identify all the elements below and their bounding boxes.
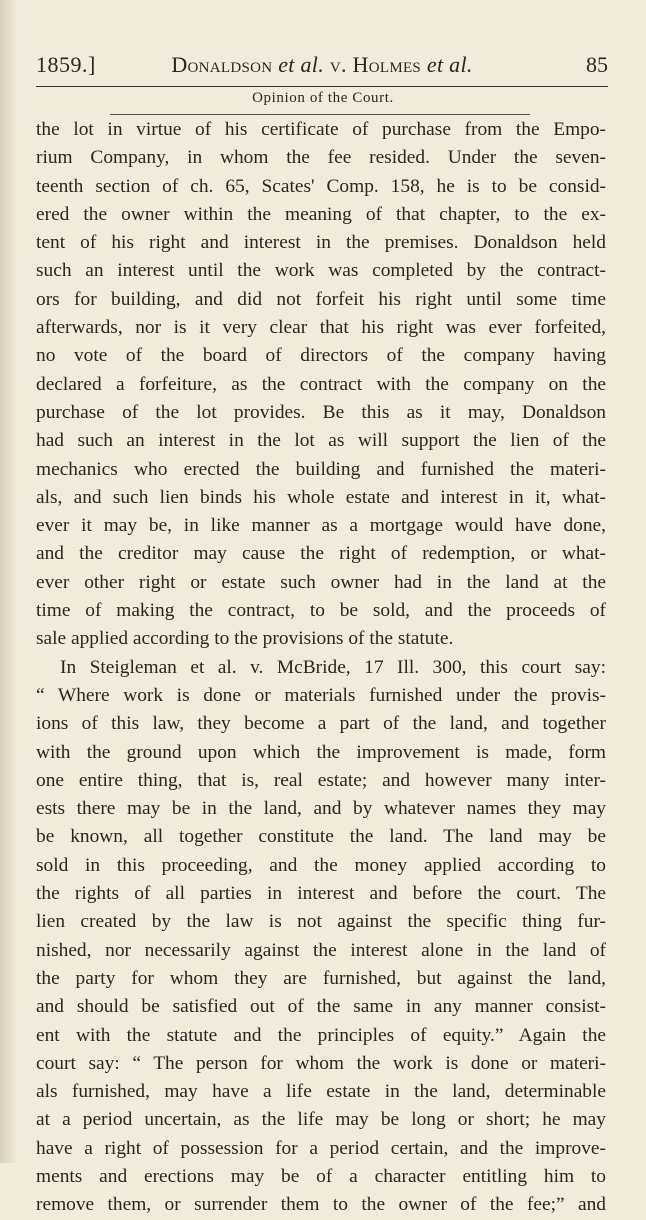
- opinion-subheading: Opinion of the Court.: [252, 90, 394, 106]
- text-line: tent of his right and interest in the premises. Donaldson held: [36, 232, 606, 254]
- text-line: be known, all together constitute the land. The land may be: [36, 826, 606, 848]
- text-line: the rights of all parties in interest and before the court. The: [36, 883, 606, 905]
- text-line: declared a forfeiture, as the contract with the company on the: [36, 373, 606, 395]
- case-title: [36, 52, 608, 78]
- text-line: court say: “ The person for whom the work is done or materi-: [36, 1052, 606, 1074]
- page-edge-shadow: [0, 0, 18, 1163]
- text-line: and the creditor may cause the right of redemption, or what-: [36, 543, 606, 565]
- text-line: have a right of possession for a period certain, and the improve-: [36, 1137, 606, 1159]
- text-line: remove them, or surrender them to the owner of the fee;” and: [36, 1194, 606, 1216]
- text-line: the lot in virtue of his certificate of purchase from the Empo-: [36, 119, 606, 140]
- text-line: sold in this proceeding, and the money applied according to: [36, 854, 606, 876]
- text-line: teenth section of ch. 65, Scates' Comp. 158, he is to be consid-: [36, 175, 606, 197]
- text-line: one entire thing, that is, real estate; and however many inter-: [36, 769, 606, 791]
- case-title-part: et al.: [278, 52, 325, 77]
- case-title-part: Donaldson: [171, 52, 279, 77]
- subheading-rule: [110, 114, 530, 115]
- text-line: had such an interest in the lot as will support the lien of the: [36, 430, 606, 452]
- text-line: time of making the contract, to be sold, and the proceeds of: [36, 600, 606, 622]
- text-line: no vote of the board of directors of the company having: [36, 345, 606, 367]
- text-line: ions of this law, they become a part of the land, and together: [36, 713, 606, 735]
- text-line: rium Company, in whom the fee resided. Under the seven-: [36, 147, 606, 169]
- text-line: ent with the statute and the principles of equity.” Again the: [36, 1024, 606, 1046]
- text-line: als, and such lien binds his whole estate and interest in it, what-: [36, 486, 606, 508]
- text-line: ors for building, and did not forfeit his right until some time: [36, 288, 606, 310]
- volume-year: 1859.]: [36, 52, 96, 77]
- text-line: lien created by the law is not against the specific thing fur-: [36, 911, 606, 933]
- opinion-text: [36, 116, 606, 1220]
- text-line: at a period uncertain, as the life may be long or short; he may: [36, 1109, 606, 1131]
- text-line: afterwards, nor is it very clear that his right was ever forfeited,: [36, 317, 606, 339]
- header-rule: [36, 86, 608, 87]
- text-line: ests there may be in the land, and by whatever names they may: [36, 798, 606, 820]
- text-line: sale applied according to the provisions of the statute.: [36, 628, 454, 650]
- text-line: with the ground upon which the improvement is made, form: [36, 741, 606, 763]
- text-line: ever it may be, in like manner as a mortgage would have done,: [36, 515, 606, 537]
- text-line: nished, nor necessarily against the interest alone in the land of: [36, 939, 606, 961]
- page-number: 85: [586, 52, 608, 77]
- case-title-part: v. Holmes: [324, 52, 427, 77]
- text-line: als furnished, may have a life estate in the land, determinable: [36, 1081, 606, 1103]
- text-line: and should be satisfied out of the same in any manner consist-: [36, 996, 606, 1018]
- text-line: ever other right or estate such owner had in the land at the: [36, 571, 606, 593]
- running-head: [36, 52, 608, 84]
- text-line: such an interest until the work was completed by the contract-: [36, 260, 606, 282]
- text-line: “ Where work is done or materials furnished under the provis-: [36, 684, 606, 706]
- text-line: ments and erections may be of a character entitling him to: [36, 1165, 606, 1187]
- text-line: ered the owner within the meaning of that chapter, to the ex-: [36, 203, 606, 225]
- case-title-part: et al.: [426, 52, 473, 77]
- text-line: purchase of the lot provides. Be this as it may, Donaldson: [36, 401, 606, 423]
- text-line: mechanics who erected the building and furnished the materi-: [36, 458, 606, 480]
- text-line: In Steigleman et al. v. McBride, 17 Ill. 300, this court say:: [60, 656, 606, 678]
- text-line: the party for whom they are furnished, but against the land,: [36, 967, 606, 989]
